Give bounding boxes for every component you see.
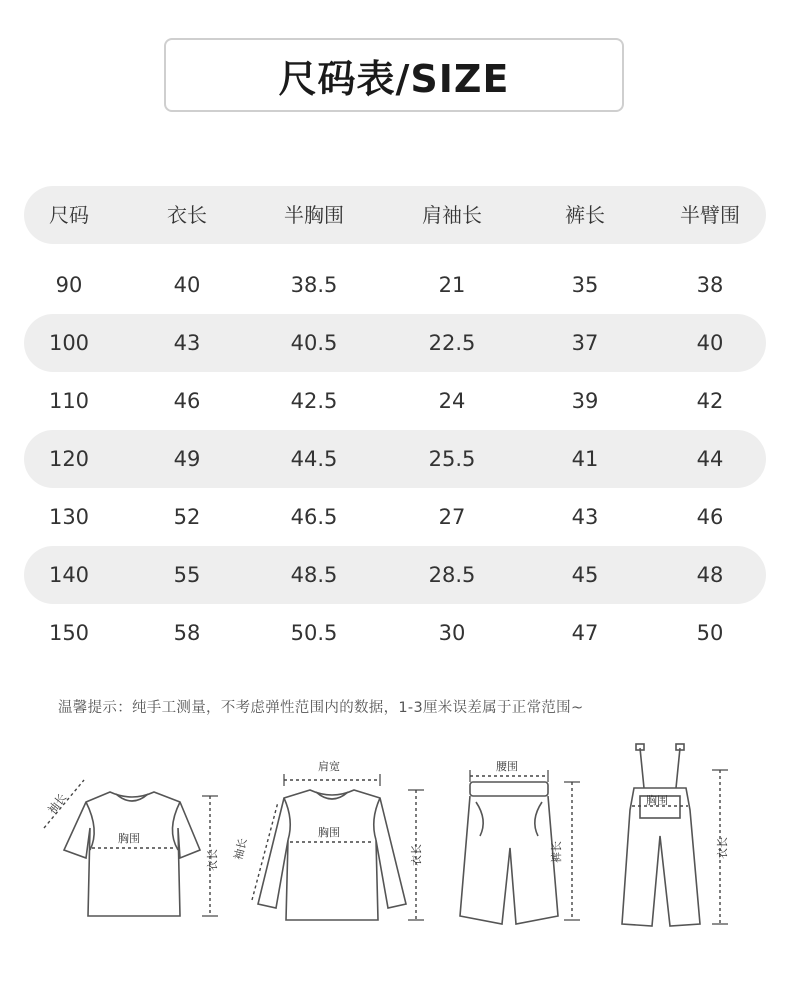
table-cell: 45	[571, 563, 599, 587]
table-cell: 130	[48, 505, 90, 529]
table-cell: 43	[571, 505, 599, 529]
table-cell: 22.5	[428, 331, 476, 355]
table-row	[24, 372, 766, 430]
table-row	[24, 604, 766, 662]
table-cell: 48	[696, 563, 724, 587]
page-title: 尺码表/SIZE	[164, 38, 624, 112]
measurement-note: 温馨提示：纯手工测量，不考虑弹性范围内的数据，1-3厘米误差属于正常范围~	[58, 700, 584, 716]
overalls-outline	[622, 788, 700, 926]
table-cell: 28.5	[428, 563, 476, 587]
table-cell: 38	[696, 273, 724, 297]
table-row	[24, 488, 766, 546]
sweater-sleeve-label: 袖长	[231, 836, 250, 862]
table-cell: 47	[571, 621, 599, 645]
shorts-length-label: 裤长	[550, 841, 563, 863]
table-cell: 42.5	[290, 389, 338, 413]
table-cell: 55	[173, 563, 201, 587]
table-cell: 44.5	[290, 447, 338, 471]
tshirt-chest-label: 胸围	[118, 832, 140, 845]
table-cell: 140	[48, 563, 90, 587]
table-cell: 100	[48, 331, 90, 355]
table-cell: 52	[173, 505, 201, 529]
table-cell: 40	[696, 331, 724, 355]
sweater-diagram	[230, 740, 430, 980]
sweater-chest-label: 胸围	[318, 826, 340, 839]
table-cell: 35	[571, 273, 599, 297]
table-cell: 24	[438, 389, 466, 413]
table-cell: 50.5	[290, 621, 338, 645]
table-cell: 120	[48, 447, 90, 471]
table-cell: 41	[571, 447, 599, 471]
sweater-shoulder-label: 肩宽	[318, 760, 340, 773]
table-row	[24, 430, 766, 488]
table-header-cell: 半臂围	[680, 203, 740, 227]
table-header-cell: 半胸围	[284, 203, 344, 227]
size-table	[24, 186, 766, 662]
sweater-outline	[258, 790, 406, 920]
table-cell: 37	[571, 331, 599, 355]
table-row	[24, 546, 766, 604]
table-cell: 46	[696, 505, 724, 529]
table-header-cell: 肩袖长	[422, 203, 482, 227]
sweater-length-label: 衣长	[410, 844, 423, 866]
table-cell: 21	[438, 273, 466, 297]
table-header-cell: 衣长	[167, 203, 207, 227]
table-cell: 44	[696, 447, 724, 471]
table-cell: 110	[48, 389, 90, 413]
tshirt-diagram	[30, 740, 230, 980]
table-cell: 48.5	[290, 563, 338, 587]
table-cell: 25.5	[428, 447, 476, 471]
table-cell: 27	[438, 505, 466, 529]
table-header-cell: 裤长	[565, 203, 605, 227]
table-cell: 150	[48, 621, 90, 645]
overalls-length-label: 衣长	[716, 837, 729, 859]
table-cell: 39	[571, 389, 599, 413]
shorts-waist-label: 腰围	[496, 760, 518, 773]
table-header-cell: 尺码	[49, 203, 89, 227]
table-cell: 46	[173, 389, 201, 413]
table-row	[24, 314, 766, 372]
tshirt-sleeve-label: 袖长	[45, 791, 70, 817]
table-cell: 40.5	[290, 331, 338, 355]
table-cell: 50	[696, 621, 724, 645]
table-cell: 90	[55, 273, 83, 297]
shorts-outline	[460, 796, 558, 924]
table-cell: 38.5	[290, 273, 338, 297]
table-cell: 40	[173, 273, 201, 297]
table-cell: 42	[696, 389, 724, 413]
table-cell: 58	[173, 621, 201, 645]
table-row	[24, 256, 766, 314]
tshirt-outline	[64, 792, 200, 916]
shorts-diagram	[440, 740, 600, 980]
table-cell: 30	[438, 621, 466, 645]
shorts-waistband	[470, 782, 548, 796]
overalls-chest-label: 胸围	[646, 794, 668, 807]
tshirt-length-label: 衣长	[206, 849, 219, 871]
overalls-diagram	[600, 740, 760, 980]
table-header-row	[24, 186, 766, 244]
overalls-straps	[640, 748, 680, 788]
table-cell: 46.5	[290, 505, 338, 529]
table-cell: 49	[173, 447, 201, 471]
table-cell: 43	[173, 331, 201, 355]
